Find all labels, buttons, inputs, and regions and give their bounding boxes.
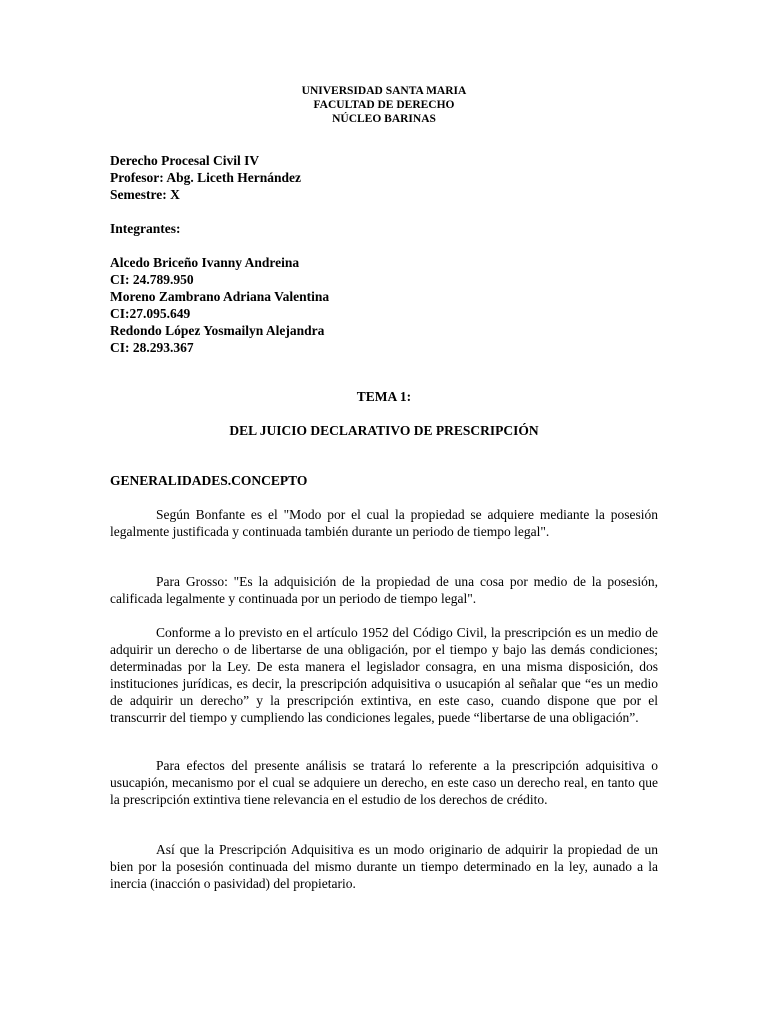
members-list [110, 254, 670, 356]
course-subject: Derecho Procesal Civil IV [110, 153, 260, 168]
course-semester: Semestre: X [110, 187, 180, 202]
topic-title: DEL JUICIO DECLARATIVO DE PRESCRIPCIÓN [229, 423, 539, 438]
section-heading: GENERALIDADES.CONCEPTO [110, 473, 308, 488]
member-name: Redondo López Yosmailyn Alejandra [110, 323, 325, 338]
member-id: CI: 28.293.367 [110, 340, 194, 355]
member-name: Alcedo Briceño Ivanny Andreina [110, 255, 300, 270]
member-id: CI:27.095.649 [110, 306, 191, 321]
paragraph: Según Bonfante es el "Modo por el cual la propiedad se adquiere mediante la posesión legalmente justificada y continuada también durante un periodo de tiempo legal". [110, 507, 658, 539]
paragraph: Así que la Prescripción Adquisitiva es un modo originario de adquirir la propiedad de un bien por la posesión continuada del mismo durante un tiempo determinado en la ley, aunado a la inercia (inacción o pasividad) del propietario. [110, 842, 658, 891]
topic-number: TEMA 1: [356, 389, 412, 404]
faculty-name: FACULTAD DE DERECHO [313, 99, 455, 111]
member-id: CI: 24.789.950 [110, 272, 194, 287]
member-name: Moreno Zambrano Adriana Valentina [110, 289, 330, 304]
paragraph: Para Grosso: "Es la adquisición de la propiedad de una cosa por medio de la posesión, calificada legalmente y continuada por un periodo de tiempo legal". [110, 574, 658, 606]
paragraph: Conforme a lo previsto en el artículo 1952 del Código Civil, la prescripción es un medio de adquirir un derecho o de libertarse de una obligación, por el tiempo y bajo las demás condiciones; determinadas por la Ley. De esta manera el legislador consagra, en una misma disposición, dos instituciones jurídicas, es decir, la prescripción adquisitiva o usucapión al señalar que “es un medio de adquirir un derecho” y la prescripción extintiva, en este caso, cuando dispone que por el transcurrir del tiempo y cumpliendo las condiciones legales, puede “libertarse de una obligación”. [110, 625, 658, 725]
members-label: Integrantes: [110, 221, 181, 236]
institution-header [0, 84, 768, 126]
university-name: UNIVERSIDAD SANTA MARIA [301, 85, 467, 97]
paragraph: Para efectos del presente análisis se tratará lo referente a la prescripción adquisitiva o usucapión, mecanismo por el cual se adquiere un derecho, en este caso un derecho real, en tanto que la prescripción extintiva tiene relevancia en el estudio de los derechos de crédito. [110, 758, 658, 807]
course-info [110, 152, 670, 203]
campus-name: NÚCLEO BARINAS [332, 113, 436, 125]
course-professor: Profesor: Abg. Liceth Hernández [110, 170, 301, 185]
